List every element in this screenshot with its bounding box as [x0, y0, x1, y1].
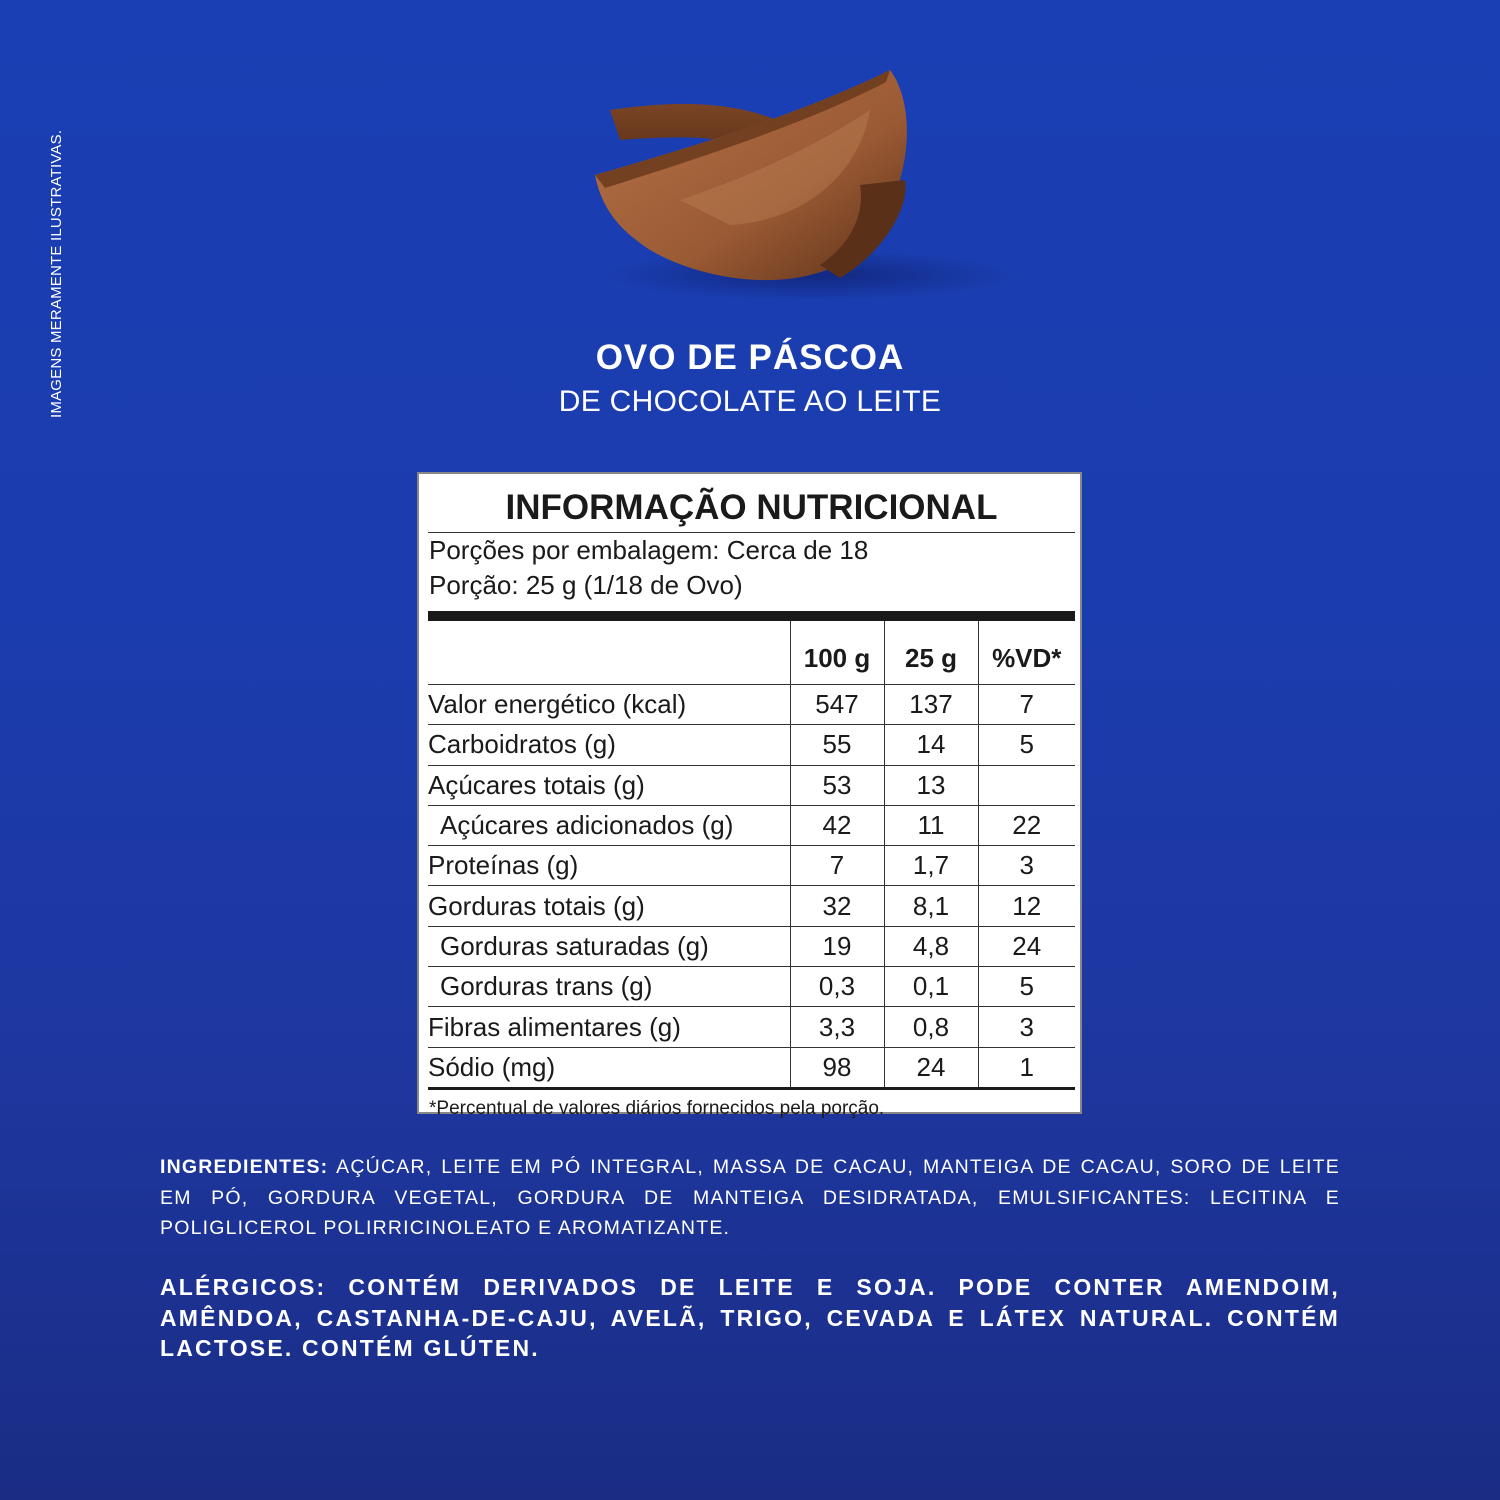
value-25g: 1,7	[884, 846, 978, 886]
value-100g: 3,3	[790, 1007, 884, 1047]
value-100g: 98	[790, 1047, 884, 1088]
value-vd: 7	[978, 685, 1075, 725]
nutrient-label: Gorduras saturadas (g)	[428, 926, 790, 966]
table-header-row	[428, 621, 1075, 685]
disclaimer-vertical-text: IMAGENS MERAMENTE ILUSTRATIVAS.	[48, 129, 65, 418]
value-25g: 8,1	[884, 886, 978, 926]
header-vd: %VD*	[978, 621, 1075, 685]
value-100g: 53	[790, 765, 884, 805]
nutrient-label: Açúcares adicionados (g)	[428, 805, 790, 845]
value-100g: 55	[790, 725, 884, 765]
ingredients-text	[160, 1152, 1340, 1244]
table-row	[428, 886, 1075, 926]
nutrient-label: Carboidratos (g)	[428, 725, 790, 765]
value-100g: 42	[790, 805, 884, 845]
table-row	[428, 967, 1075, 1007]
value-vd	[978, 765, 1075, 805]
nutrient-label: Sódio (mg)	[428, 1047, 790, 1088]
value-100g: 7	[790, 846, 884, 886]
value-25g: 11	[884, 805, 978, 845]
product-subtitle: DE CHOCOLATE AO LEITE	[558, 385, 942, 418]
nutrient-label: Fibras alimentares (g)	[428, 1007, 790, 1047]
value-vd: 22	[978, 805, 1075, 845]
table-row	[428, 725, 1075, 765]
value-vd: 24	[978, 926, 1075, 966]
value-25g: 24	[884, 1047, 978, 1088]
value-100g: 0,3	[790, 967, 884, 1007]
value-vd: 3	[978, 846, 1075, 886]
table-row	[428, 765, 1075, 805]
nutrient-label: Valor energético (kcal)	[428, 685, 790, 725]
product-title: OVO DE PÁSCOA	[595, 338, 905, 377]
value-vd: 12	[978, 886, 1075, 926]
nutrient-label: Proteínas (g)	[428, 846, 790, 886]
value-25g: 0,1	[884, 967, 978, 1007]
servings-per-package: Porções por embalagem: Cerca de 18	[429, 535, 869, 565]
nutrition-title: INFORMAÇÃO NUTRICIONAL	[428, 482, 1075, 533]
ingredients-label: INGREDIENTES:	[160, 1156, 329, 1178]
nutrient-label: Gorduras totais (g)	[428, 886, 790, 926]
header-empty-cell	[428, 621, 790, 685]
table-row	[428, 926, 1075, 966]
ingredients-list: AÇÚCAR, LEITE EM PÓ INTEGRAL, MASSA DE CACAU, MANTEIGA DE CACAU, SORO DE LEITE EM PÓ, GORDURA VEGETAL, GORDURA DE MANTEIGA DESIDRATADA, EMULSIFICANTES: LECITINA E POLIGLICEROL POLIRRICINOLEATO E AROMATIZANTE.	[160, 1156, 1340, 1239]
vd-footnote: *Percentual de valores diários fornecidos pela porção.	[429, 1097, 885, 1119]
value-25g: 14	[884, 725, 978, 765]
nutrient-label: Gorduras trans (g)	[428, 967, 790, 1007]
nutrient-label: Açúcares totais (g)	[428, 765, 790, 805]
table-row	[428, 1047, 1075, 1088]
value-vd: 5	[978, 967, 1075, 1007]
value-100g: 547	[790, 685, 884, 725]
value-100g: 19	[790, 926, 884, 966]
nutrition-facts-panel	[417, 472, 1082, 1119]
value-vd: 1	[978, 1047, 1075, 1088]
table-row	[428, 805, 1075, 845]
value-vd: 5	[978, 725, 1075, 765]
value-25g: 13	[884, 765, 978, 805]
value-100g: 32	[790, 886, 884, 926]
table-row	[428, 846, 1075, 886]
nutrition-table	[428, 621, 1075, 1090]
value-vd: 3	[978, 1007, 1075, 1047]
divider-thick	[428, 611, 1075, 621]
table-row	[428, 1007, 1075, 1047]
value-25g: 4,8	[884, 926, 978, 966]
value-25g: 137	[884, 685, 978, 725]
header-25g: 25 g	[884, 621, 978, 685]
value-25g: 0,8	[884, 1007, 978, 1047]
table-row	[428, 685, 1075, 725]
serving-size: Porção: 25 g (1/18 de Ovo)	[429, 570, 743, 600]
allergens-text: ALÉRGICOS: CONTÉM DERIVADOS DE LEITE E SOJA. PODE CONTER AMENDOIM, AMÊNDOA, CASTANHA-DE-CAJU, AVELÃ, TRIGO, CEVADA E LÁTEX NATURAL. CONTÉM LACTOSE. CONTÉM GLÚTEN.	[160, 1274, 1340, 1361]
header-100g: 100 g	[790, 621, 884, 685]
chocolate-egg-image	[560, 50, 1040, 310]
